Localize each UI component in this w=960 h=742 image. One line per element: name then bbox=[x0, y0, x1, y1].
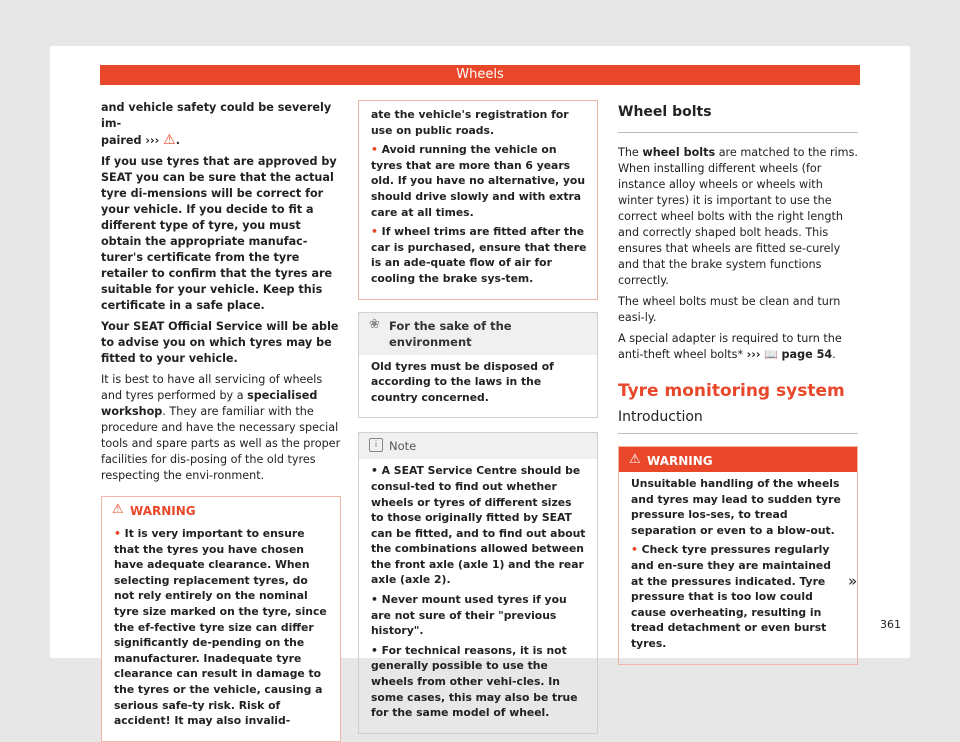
note-header bbox=[359, 433, 597, 459]
environment-title: For the sake of the environment bbox=[389, 318, 512, 349]
text: wheel bolts bbox=[642, 146, 716, 159]
text: specialised workshop bbox=[101, 389, 318, 418]
text: paired bbox=[101, 134, 142, 147]
warning-icon: ⚠ bbox=[163, 132, 176, 148]
text: and vehicle safety could be severely im- bbox=[101, 101, 332, 130]
text: It is best to have all servicing of wheels and tyres performed by a bbox=[101, 373, 323, 402]
paragraph bbox=[618, 145, 858, 289]
warning-item: • If wheel trims are fitted after the car is purchased, ensure that there is an ade-quate flow of air for cooling the brake sys-tem. bbox=[371, 224, 587, 286]
paragraph: and vehicle safety could be severely im- paired ››› ⚠. bbox=[101, 101, 332, 148]
book-icon: 📖 bbox=[764, 348, 778, 361]
note-box bbox=[358, 432, 598, 734]
ref-arrow: ››› bbox=[746, 348, 761, 361]
note-item: • Never mount used tyres if you are not sure of their "previous history". bbox=[371, 592, 587, 639]
note-item: • A SEAT Service Centre should be consul-ted to find out whether wheels or tyres of different sizes to those originally fitted by SEAT can be fitted, and to find out about the combinations allowed between the front axle (axle 1) and the rear axle (axle 2). bbox=[371, 463, 587, 588]
environment-body bbox=[359, 355, 597, 418]
note-body bbox=[359, 459, 597, 733]
note-item: • For technical reasons, it is not generally possible to use the wheels from other vehi-cles. In some cases, this may also be true for the same model of wheel. bbox=[371, 643, 587, 721]
text: are matched to the rims. When installing different wheels (for instance alloy wheels or wheels with winter tyres) it is important to use the correct wheel bolts with the right length and correctly shaped bolt heads. This ensures that wheels are fitted se-curely and that the brake system functions correctly. bbox=[618, 146, 858, 287]
column-2 bbox=[358, 100, 598, 734]
warning-box bbox=[101, 496, 341, 742]
warning-item: • Check tyre pressures regularly and en-sure they are maintained at the pressures indicated. Tyre pressure that is too low could cause overheating, resulting in tread detachment or even burst tyres. bbox=[631, 542, 847, 651]
warning-body bbox=[359, 101, 597, 299]
environment-header bbox=[359, 313, 597, 355]
continue-marker: » bbox=[848, 572, 858, 590]
subsection-heading: Introduction bbox=[618, 409, 858, 434]
page-link[interactable]: page 54 bbox=[781, 348, 833, 361]
text: The bbox=[618, 146, 639, 159]
paragraph bbox=[101, 372, 341, 484]
environment-text: Old tyres must be disposed of according to the laws in the country concerned. bbox=[371, 359, 554, 404]
warning-box-continued bbox=[358, 100, 598, 300]
warning-title: WARNING bbox=[130, 504, 196, 518]
ref-arrow: ››› bbox=[145, 134, 160, 147]
warning-icon: ⚠ bbox=[629, 452, 641, 467]
warning-item: • It is very important to ensure that the tyres you have chosen have adequate clearance. When selecting replacement tyres, do not rely entirely on the nominal tyre size marked on the tyre, since the ef-fective tyre size can differ significantly de-pending on the manufacturer. Inadequate tyre clearance can result in damage to the tyres or the vehicle, causing a serious safe-ty risk. Risk of accident! It may also invalid- bbox=[114, 526, 330, 729]
warning-body bbox=[619, 472, 857, 664]
page-number: 361 bbox=[880, 618, 901, 631]
column-1 bbox=[101, 100, 341, 742]
column-3 bbox=[618, 100, 858, 665]
paragraph: Your SEAT Official Service will be able to advise you on which tyres may be fitted to your vehicle. bbox=[101, 320, 339, 365]
text: . bbox=[832, 348, 836, 361]
text: . They are familiar with the procedure and have the necessary special tools and spare parts as well as the proper facilities for dis-posing of the old tyres respecting the envi-ronment. bbox=[101, 405, 341, 482]
warning-title: WARNING bbox=[647, 454, 713, 468]
section-heading: Wheel bolts bbox=[618, 100, 858, 133]
note-title: Note bbox=[389, 439, 417, 454]
warning-text: Unsuitable handling of the wheels and tyres may lead to sudden tyre pressure los-ses, to tread separation or even to a blow-out. bbox=[631, 477, 841, 537]
leaf-icon: ❀ bbox=[369, 316, 380, 332]
text: A special adapter is required to turn the anti-theft wheel bolts* bbox=[618, 332, 842, 361]
warning-box bbox=[618, 446, 858, 665]
paragraph: If you use tyres that are approved by SEAT you can be sure that the actual tyre di-mensions will be correct for your vehicle. If you decide to fit a different type of tyre, you must obtain the appropriate manufac-turer's certificate from the tyre retailer to confirm that the tyres are suitable for your vehicle. Keep this certificate in a safe place. bbox=[101, 155, 337, 312]
warning-header bbox=[619, 447, 857, 472]
chapter-heading: Tyre monitoring system bbox=[618, 381, 845, 401]
info-icon: i bbox=[369, 438, 383, 452]
warning-header bbox=[102, 497, 340, 522]
warning-icon: ⚠ bbox=[112, 502, 124, 517]
paragraph bbox=[618, 331, 858, 363]
page-header: Wheels bbox=[100, 65, 860, 85]
paragraph: The wheel bolts must be clean and turn easi-ly. bbox=[618, 295, 841, 324]
environment-box bbox=[358, 312, 598, 419]
warning-text: ate the vehicle's registration for use on public roads. bbox=[371, 108, 569, 137]
warning-item: • Avoid running the vehicle on tyres that are more than 6 years old. If you have no alternative, you should drive slowly and with extra care at all times. bbox=[371, 142, 587, 220]
